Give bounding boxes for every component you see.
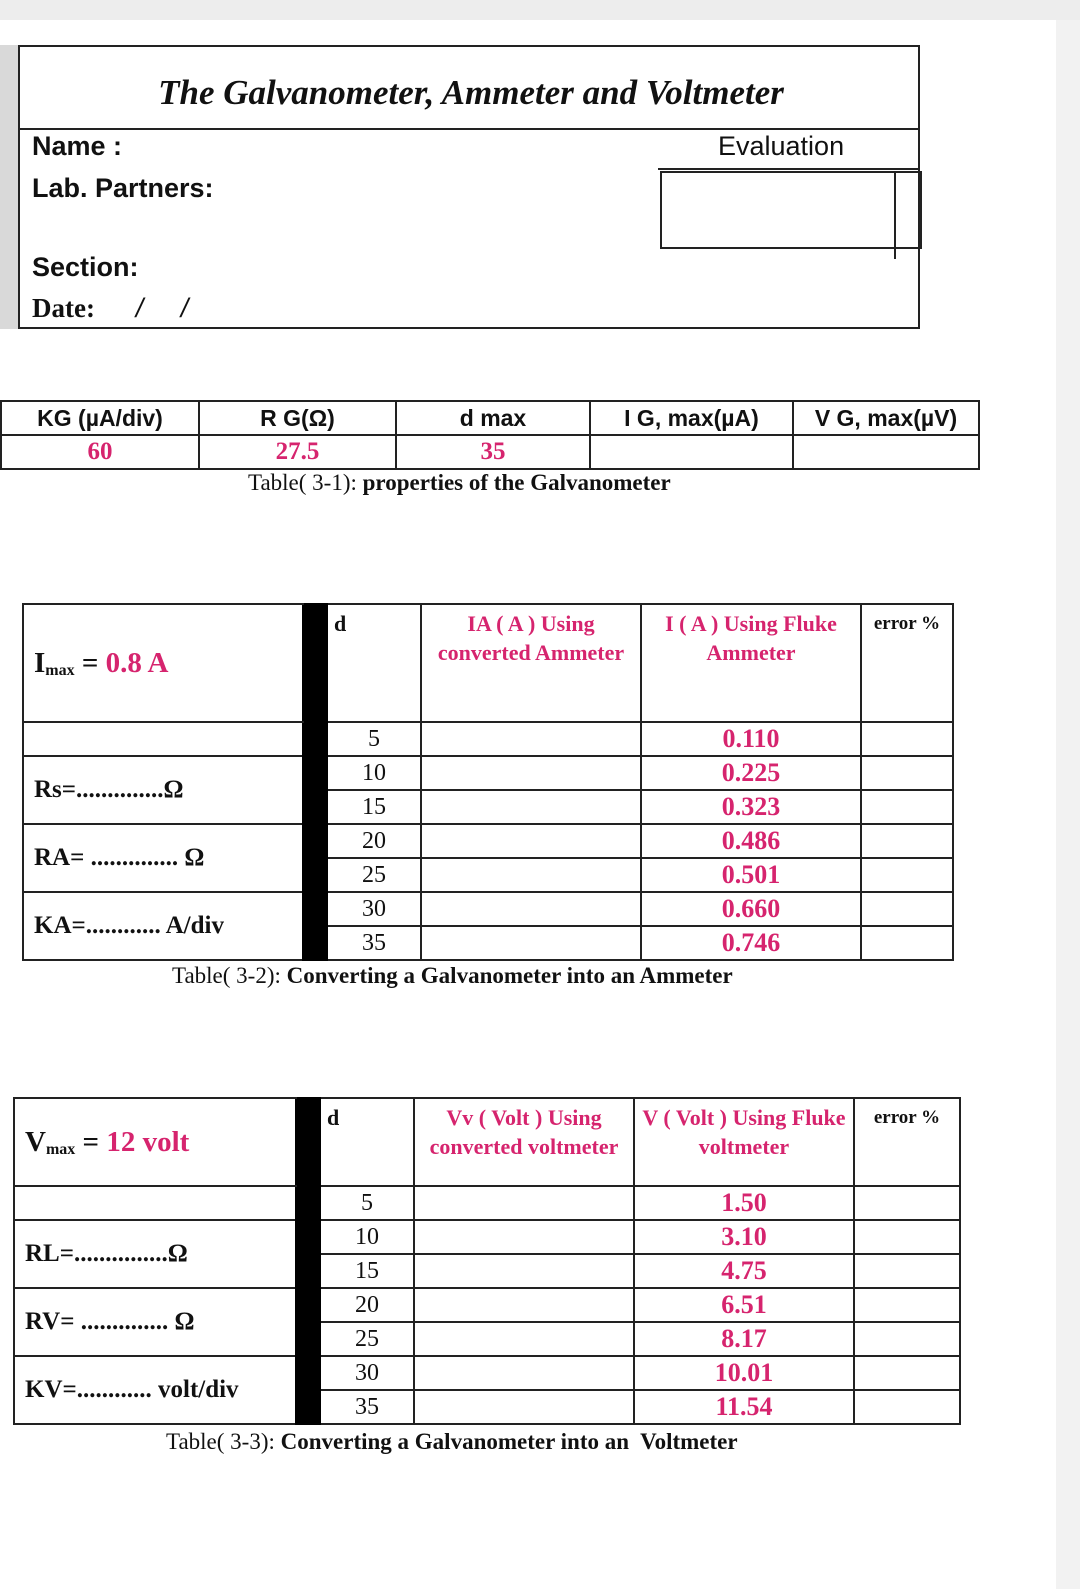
scrollbar-track[interactable] bbox=[1056, 20, 1080, 1589]
d-value: 15 bbox=[327, 790, 421, 824]
section-label: Section: bbox=[32, 252, 139, 282]
converted-value[interactable] bbox=[421, 756, 641, 790]
converted-voltmeter-header: Vv ( Volt ) Using converted voltmeter bbox=[414, 1098, 634, 1186]
table-header-row bbox=[1, 401, 979, 435]
converted-value[interactable] bbox=[414, 1254, 634, 1288]
rl-label: RL=...............Ω bbox=[14, 1220, 296, 1288]
error-value[interactable] bbox=[854, 1390, 960, 1424]
date-label: Date: bbox=[32, 293, 95, 323]
error-value[interactable] bbox=[861, 892, 953, 926]
value-kg: 60 bbox=[1, 435, 199, 469]
header-divider bbox=[20, 128, 918, 130]
lab-partners-label: Lab. Partners: bbox=[32, 173, 214, 203]
d-value: 35 bbox=[320, 1390, 414, 1424]
fluke-value: 4.75 bbox=[634, 1254, 854, 1288]
evaluation-label: Evaluation bbox=[718, 131, 845, 161]
error-value[interactable] bbox=[854, 1356, 960, 1390]
name-label: Name : bbox=[32, 131, 123, 161]
converted-value[interactable] bbox=[421, 892, 641, 926]
kv-label: KV=............ volt/div bbox=[14, 1356, 296, 1424]
vmax-label: $V_{max}$ = bbox=[25, 1125, 107, 1158]
d-value: 15 bbox=[320, 1254, 414, 1288]
table-row bbox=[14, 1186, 960, 1220]
error-value[interactable] bbox=[861, 722, 953, 756]
black-bar bbox=[303, 722, 327, 960]
date-slashes: / / bbox=[135, 293, 189, 323]
header-ig-max: I G, max(µA) bbox=[590, 401, 793, 435]
top-bar bbox=[0, 0, 1080, 20]
fluke-value: 0.501 bbox=[641, 858, 861, 892]
ammeter-table bbox=[22, 603, 954, 961]
error-value[interactable] bbox=[861, 756, 953, 790]
imax-value: 0.8 A bbox=[105, 646, 169, 679]
header-kg: KG (µA/div) bbox=[1, 401, 199, 435]
vmax-cell bbox=[14, 1098, 296, 1186]
converted-value[interactable] bbox=[414, 1322, 634, 1356]
value-dmax: 35 bbox=[396, 435, 590, 469]
evaluation-divider bbox=[658, 168, 920, 170]
header-left-strip bbox=[0, 45, 18, 329]
converted-value[interactable] bbox=[414, 1390, 634, 1424]
error-value[interactable] bbox=[854, 1322, 960, 1356]
fluke-ammeter-header: I ( A ) Using Fluke Ammeter bbox=[641, 604, 861, 722]
fluke-value: 0.660 bbox=[641, 892, 861, 926]
black-bar bbox=[296, 1186, 320, 1424]
d-value: 10 bbox=[320, 1220, 414, 1254]
d-value: 35 bbox=[327, 926, 421, 960]
table-header-row bbox=[14, 1098, 960, 1186]
converted-value[interactable] bbox=[421, 790, 641, 824]
fluke-voltmeter-header: V ( Volt ) Using Fluke voltmeter bbox=[634, 1098, 854, 1186]
fluke-value: 1.50 bbox=[634, 1186, 854, 1220]
label-spacer bbox=[14, 1186, 296, 1220]
table-row bbox=[1, 435, 979, 469]
fluke-value: 0.110 bbox=[641, 722, 861, 756]
value-vg-max[interactable] bbox=[793, 435, 979, 469]
converted-value[interactable] bbox=[414, 1220, 634, 1254]
table1-caption: Table( 3-1): properties of the Galvanometer bbox=[248, 470, 671, 495]
black-bar bbox=[296, 1098, 320, 1186]
header-box bbox=[18, 45, 920, 329]
label-spacer bbox=[23, 722, 303, 756]
converted-value[interactable] bbox=[421, 722, 641, 756]
fluke-value: 0.225 bbox=[641, 756, 861, 790]
error-header: error % bbox=[861, 604, 953, 722]
table-row bbox=[23, 892, 953, 926]
d-value: 20 bbox=[320, 1288, 414, 1322]
imax-cell bbox=[23, 604, 303, 722]
d-value: 30 bbox=[320, 1356, 414, 1390]
converted-value[interactable] bbox=[421, 858, 641, 892]
d-header: d bbox=[320, 1098, 414, 1186]
table-row bbox=[14, 1356, 960, 1390]
black-bar bbox=[303, 604, 327, 722]
fluke-value: 11.54 bbox=[634, 1390, 854, 1424]
date-field bbox=[32, 293, 188, 324]
ka-label: KA=............ A/div bbox=[23, 892, 303, 960]
d-value: 25 bbox=[320, 1322, 414, 1356]
converted-value[interactable] bbox=[414, 1288, 634, 1322]
d-value: 5 bbox=[327, 722, 421, 756]
fluke-value: 10.01 bbox=[634, 1356, 854, 1390]
table2-caption: Table( 3-2): Converting a Galvanometer into an Ammeter bbox=[172, 963, 733, 988]
converted-value[interactable] bbox=[421, 926, 641, 960]
value-ig-max[interactable] bbox=[590, 435, 793, 469]
header-vg-max: V G, max(µV) bbox=[793, 401, 979, 435]
imax-label: $I_{max}$ = bbox=[34, 646, 106, 679]
voltmeter-table bbox=[13, 1097, 961, 1425]
table-header-row bbox=[23, 604, 953, 722]
fluke-value: 8.17 bbox=[634, 1322, 854, 1356]
d-value: 5 bbox=[320, 1186, 414, 1220]
converted-ammeter-header: IA ( A ) Using converted Ammeter bbox=[421, 604, 641, 722]
galvanometer-properties-table bbox=[0, 400, 980, 470]
table-row bbox=[14, 1288, 960, 1322]
table3-caption: Table( 3-3): Converting a Galvanometer into an Voltmeter bbox=[166, 1429, 738, 1454]
fluke-value: 6.51 bbox=[634, 1288, 854, 1322]
fluke-value: 0.486 bbox=[641, 824, 861, 858]
table-row bbox=[23, 756, 953, 790]
error-value[interactable] bbox=[861, 824, 953, 858]
vmax-value: 12 volt bbox=[106, 1125, 190, 1158]
rv-label: RV= .............. Ω bbox=[14, 1288, 296, 1356]
rs-label: Rs=..............Ω bbox=[23, 756, 303, 824]
ra-label: RA= .............. Ω bbox=[23, 824, 303, 892]
table-row bbox=[23, 722, 953, 756]
error-value[interactable] bbox=[861, 790, 953, 824]
error-value[interactable] bbox=[854, 1254, 960, 1288]
converted-value[interactable] bbox=[421, 824, 641, 858]
converted-value[interactable] bbox=[414, 1356, 634, 1390]
error-header: error % bbox=[854, 1098, 960, 1186]
d-value: 30 bbox=[327, 892, 421, 926]
evaluation-tick bbox=[894, 173, 896, 259]
error-value[interactable] bbox=[854, 1220, 960, 1254]
header-dmax: d max bbox=[396, 401, 590, 435]
table-row bbox=[23, 824, 953, 858]
d-value: 20 bbox=[327, 824, 421, 858]
header-rg: R G(Ω) bbox=[199, 401, 396, 435]
value-rg: 27.5 bbox=[199, 435, 396, 469]
fluke-value: 3.10 bbox=[634, 1220, 854, 1254]
page-title: The Galvanometer, Ammeter and Voltmeter bbox=[158, 73, 784, 112]
error-value[interactable] bbox=[861, 858, 953, 892]
converted-value[interactable] bbox=[414, 1186, 634, 1220]
fluke-value: 0.323 bbox=[641, 790, 861, 824]
table-row bbox=[14, 1220, 960, 1254]
evaluation-box[interactable] bbox=[660, 171, 922, 249]
error-value[interactable] bbox=[861, 926, 953, 960]
d-value: 10 bbox=[327, 756, 421, 790]
d-header: d bbox=[327, 604, 421, 722]
error-value[interactable] bbox=[854, 1288, 960, 1322]
fluke-value: 0.746 bbox=[641, 926, 861, 960]
error-value[interactable] bbox=[854, 1186, 960, 1220]
d-value: 25 bbox=[327, 858, 421, 892]
